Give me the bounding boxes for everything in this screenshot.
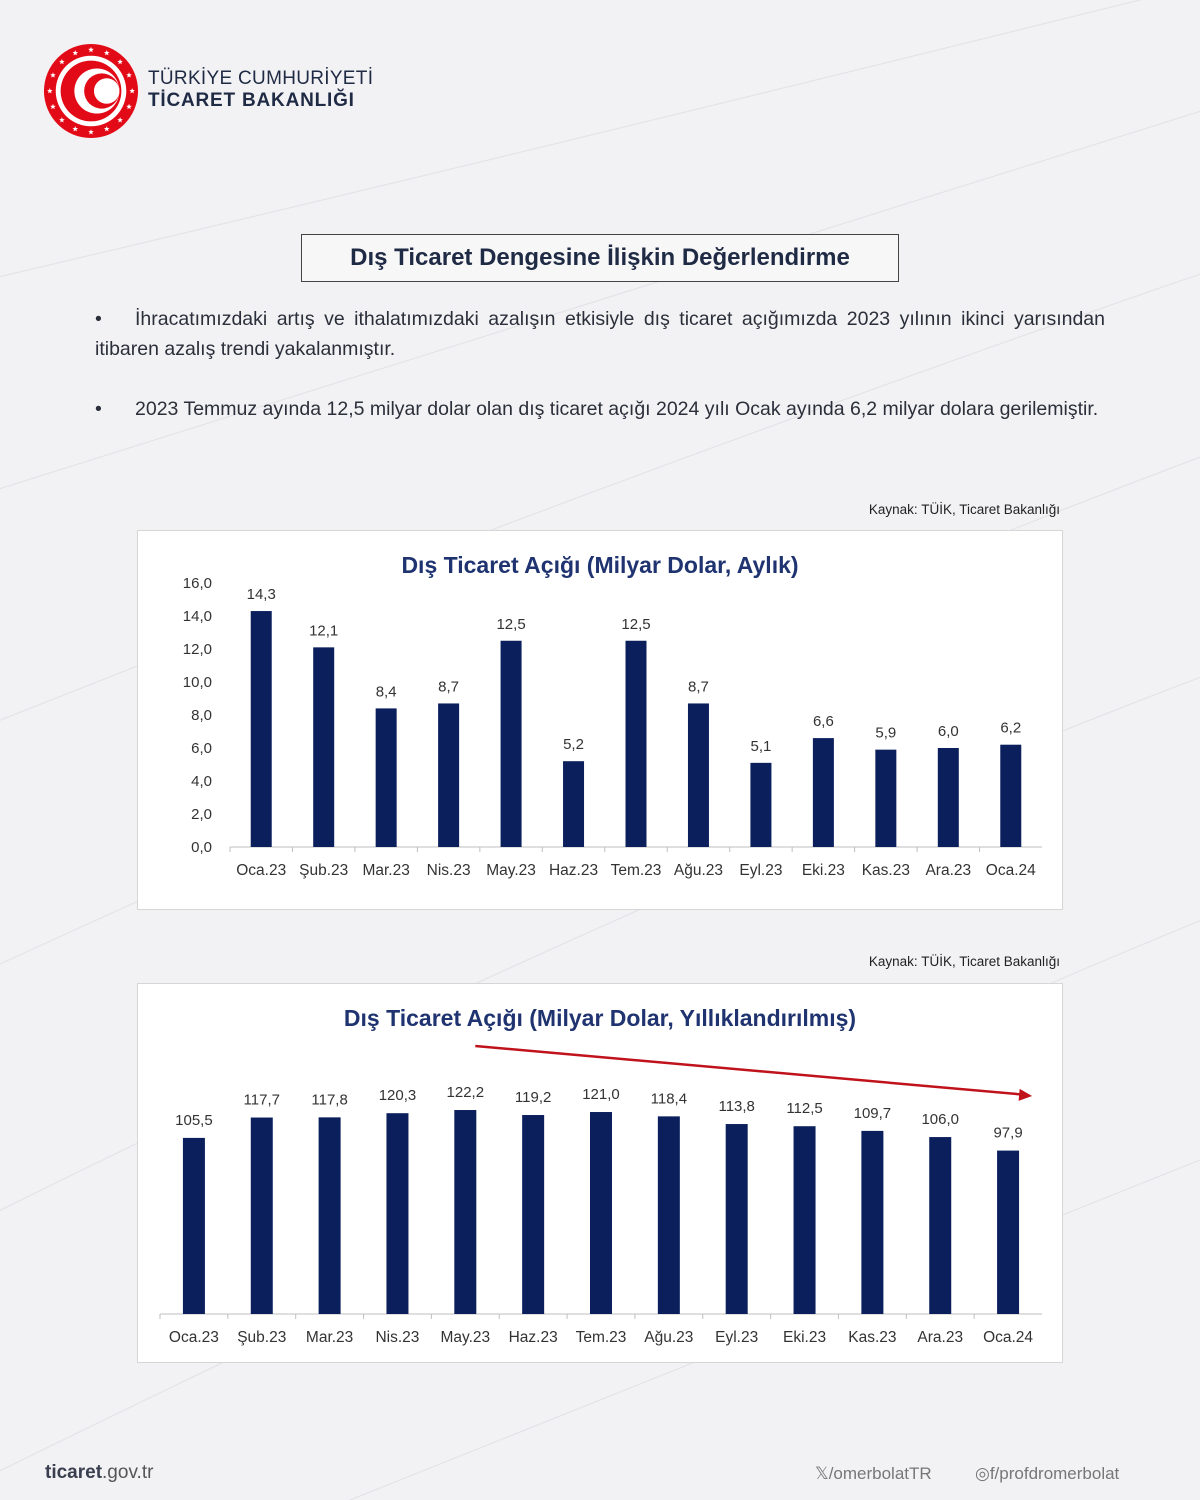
bullet-paragraph-2 (95, 394, 1105, 424)
bar-value-label: 6,6 (812, 713, 834, 731)
bar (563, 761, 584, 847)
website-link[interactable] (45, 1462, 153, 1484)
x-tick-label: Ara.23 (917, 1329, 964, 1346)
x-tick-label: Şub.23 (299, 862, 349, 879)
bar-value-label: 113,8 (718, 1098, 755, 1116)
ministry-logo (42, 42, 140, 140)
bar (929, 1137, 951, 1314)
x-tick-label: Eyl.23 (739, 862, 783, 879)
bullet-dot: • (95, 398, 102, 420)
social-handle[interactable]: ◎f/profdromerbolat (975, 1464, 1120, 1483)
bar-value-label: 97,9 (993, 1124, 1023, 1142)
x-tick-label: Ağu.23 (673, 862, 724, 879)
trend-arrow-line (475, 1046, 1022, 1095)
bar-value-label: 12,1 (309, 622, 339, 640)
x-tick-label: Tem.23 (575, 1329, 627, 1346)
bar (313, 647, 334, 847)
bar (183, 1138, 205, 1314)
bar (438, 703, 459, 847)
bar (522, 1115, 544, 1314)
bullet-dot: • (95, 308, 102, 330)
bar (251, 611, 272, 847)
bar (454, 1110, 476, 1314)
bar (386, 1113, 408, 1314)
bar-value-label: 5,2 (563, 736, 584, 754)
x-tick-label: Oca.23 (168, 1329, 219, 1346)
bar-value-label: 117,7 (243, 1091, 280, 1109)
chart-title: Dış Ticaret Açığı (Milyar Dolar, Yıllıklandırılmış) (343, 1005, 857, 1031)
trend-arrow-head-icon (1019, 1089, 1032, 1101)
bar-value-label: 12,5 (621, 615, 651, 633)
bar (875, 750, 896, 847)
y-tick-label: 0,0 (191, 839, 212, 856)
bar-value-label: 5,9 (875, 724, 897, 742)
website-domain: .gov.tr (102, 1462, 154, 1483)
bullet-paragraph-1 (95, 304, 1105, 364)
x-tick-label: Mar.23 (305, 1329, 354, 1346)
bar-value-label: 105,5 (175, 1111, 213, 1129)
bar (794, 1126, 816, 1314)
bar-value-label: 14,3 (246, 586, 276, 604)
bullet-text-1: İhracatımızdaki artış ve ithalatımızdaki azalışın etkisiyle dış ticaret açığımızda 2023 yılının ikinci yarısından itibaren azalış trendi yakalanmıştır. (95, 308, 1105, 360)
y-tick-label: 8,0 (191, 707, 212, 724)
x-tick-label: Haz.23 (548, 862, 599, 879)
y-tick-label: 16,0 (182, 575, 212, 592)
bar-value-label: 120,3 (378, 1087, 417, 1105)
bar-value-label: 8,4 (375, 683, 397, 701)
x-tick-label: Haz.23 (508, 1329, 558, 1346)
x-tick-label: Eki.23 (782, 1329, 827, 1346)
y-tick-label: 14,0 (182, 608, 212, 625)
bullet-text-2: 2023 Temmuz ayında 12,5 milyar dolar olan dış ticaret açığı 2024 yılı Ocak ayında 6,2 milyar dolara gerilemiştir. (135, 398, 1099, 420)
bar (750, 763, 771, 847)
website-name: ticaret (45, 1462, 103, 1483)
x-tick-label: Eyl.23 (715, 1329, 759, 1346)
x-tick-label: Oca.23 (236, 862, 287, 879)
bar (590, 1112, 612, 1314)
x-tick-label: May.23 (486, 862, 536, 879)
page-title: Dış Ticaret Dengesine İlişkin Değerlendirme (301, 234, 899, 282)
bar (501, 641, 522, 847)
bar-value-label: 106,0 (921, 1111, 960, 1129)
monthly-deficit-chart-svg (138, 531, 1062, 909)
bar-value-label: 121,0 (582, 1086, 620, 1104)
bar-value-label: 5,1 (750, 737, 772, 755)
bar-value-label: 118,4 (650, 1090, 688, 1108)
x-tick-label: Oca.24 (985, 862, 1036, 879)
annualized-deficit-chart (137, 983, 1063, 1363)
source-note-1: Kaynak: TÜİK, Ticaret Bakanlığı (868, 502, 1060, 517)
bar-value-label: 112,5 (786, 1100, 823, 1118)
org-line-1: TÜRKİYE CUMHURİYETİ (148, 68, 374, 89)
organization-name (148, 68, 373, 112)
bar-value-label: 119,2 (514, 1089, 552, 1107)
y-tick-label: 2,0 (191, 806, 212, 823)
bar-value-label: 117,8 (311, 1091, 348, 1109)
bar-value-label: 12,5 (496, 615, 526, 633)
annualized-deficit-chart-svg (138, 984, 1062, 1362)
bar-value-label: 6,2 (1000, 719, 1022, 737)
x-tick-label: Tem.23 (610, 862, 662, 879)
bar-value-label: 122,2 (446, 1084, 485, 1102)
x-tick-label: Ağu.23 (644, 1329, 694, 1346)
x-tick-label: Kas.23 (848, 1329, 897, 1346)
bar (813, 738, 834, 847)
x-tick-label: Şub.23 (237, 1329, 287, 1346)
bar (688, 703, 709, 847)
bar-value-label: 8,7 (688, 678, 709, 696)
org-line-2: TİCARET BAKANLIĞI (148, 90, 355, 111)
x-handle[interactable]: 𝕏/omerbolatTR (815, 1464, 932, 1483)
source-note-2: Kaynak: TÜİK, Ticaret Bakanlığı (868, 954, 1060, 969)
bar-value-label: 109,7 (853, 1104, 892, 1122)
x-tick-label: Nis.23 (375, 1329, 420, 1346)
bar (1000, 745, 1021, 847)
bar-value-label: 6,0 (937, 723, 959, 740)
monthly-deficit-chart (137, 530, 1063, 910)
bar (861, 1131, 883, 1314)
y-tick-label: 6,0 (191, 740, 212, 757)
y-tick-label: 12,0 (182, 641, 212, 658)
bar (376, 708, 397, 847)
bar (319, 1117, 341, 1314)
bar (251, 1118, 273, 1314)
y-tick-label: 10,0 (182, 674, 212, 691)
bar (726, 1124, 748, 1314)
bar (626, 641, 647, 847)
x-tick-label: Kas.23 (861, 862, 910, 879)
chart-title: Dış Ticaret Açığı (Milyar Dolar, Aylık) (401, 552, 799, 578)
x-tick-label: Oca.24 (983, 1329, 1034, 1346)
bar (997, 1151, 1019, 1314)
bar (658, 1116, 680, 1314)
x-tick-label: Nis.23 (426, 862, 471, 879)
bar (938, 748, 959, 847)
y-tick-label: 4,0 (191, 773, 212, 790)
x-tick-label: Ara.23 (925, 862, 972, 879)
x-tick-label: Mar.23 (362, 862, 410, 879)
x-tick-label: May.23 (440, 1329, 491, 1346)
x-tick-label: Eki.23 (801, 862, 845, 879)
bar-value-label: 8,7 (438, 678, 460, 696)
